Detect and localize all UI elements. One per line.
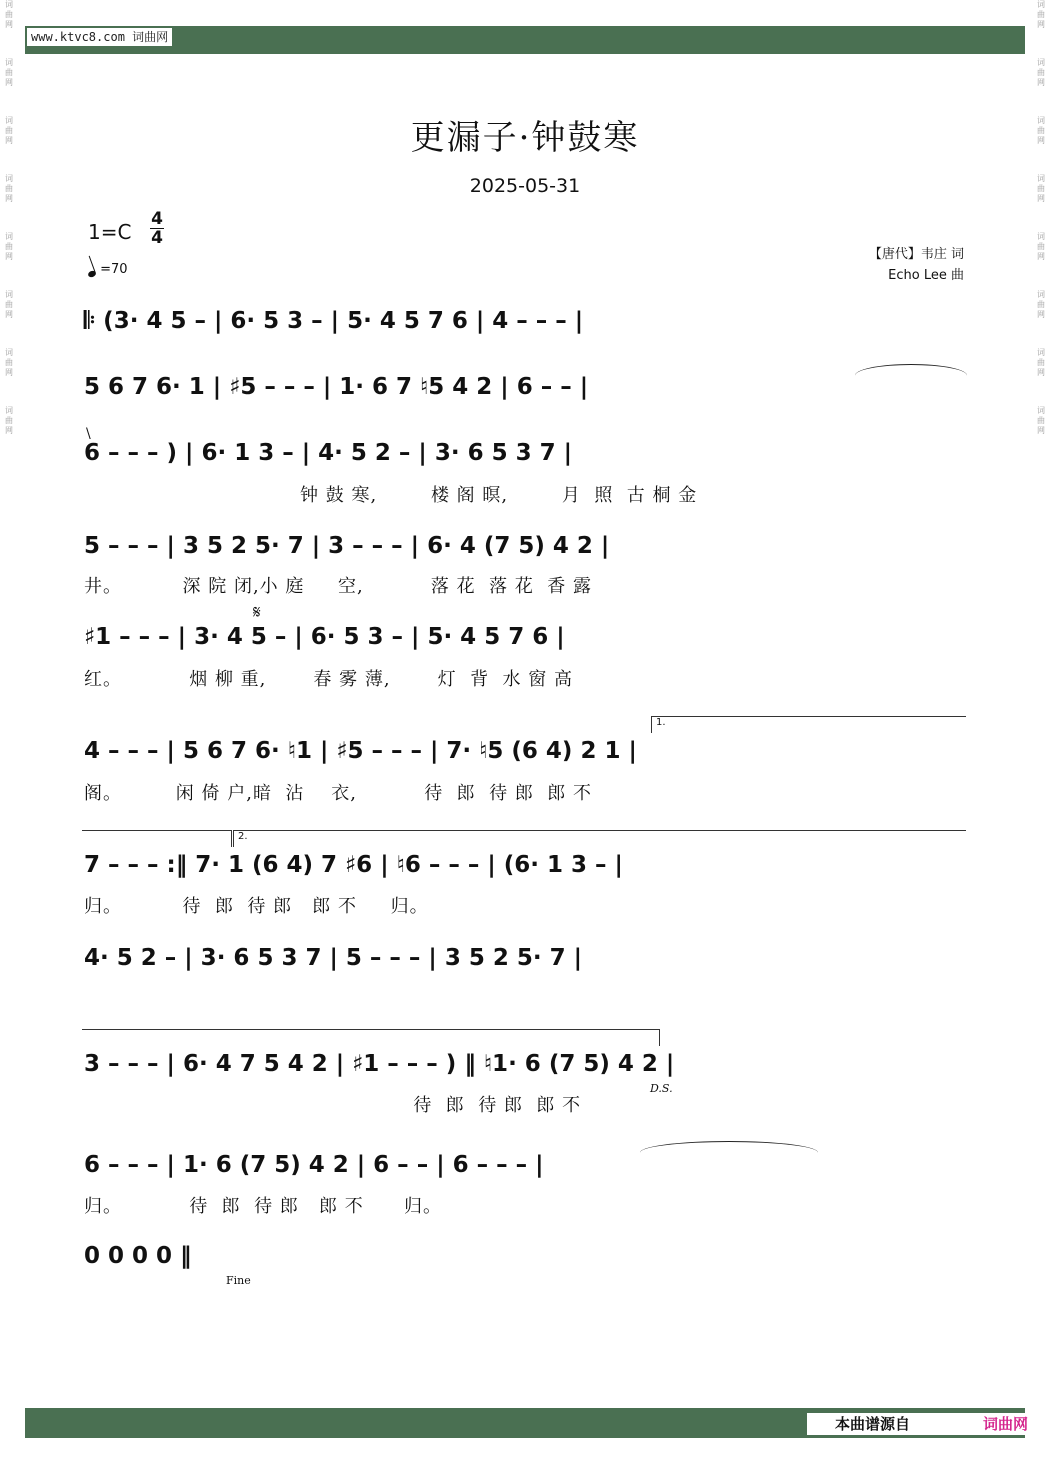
watermark-char: 词 (1037, 232, 1045, 241)
ds-marking: D.S. (650, 1082, 673, 1095)
tie-arc (855, 364, 967, 387)
watermark-char: 词 (5, 406, 13, 415)
watermark-char: 词 (5, 116, 13, 125)
watermark-char: 网 (1037, 20, 1045, 29)
watermark-char: 网 (1037, 252, 1045, 261)
quarter-note-icon (87, 270, 97, 278)
lyrics-row-4: 井。 深 院 闭,小 庭 空, 落 花 落 花 香 露 (84, 576, 592, 597)
volta-1-label: 1. (656, 717, 666, 728)
watermark-char: 词 (5, 232, 13, 241)
watermark-char: 曲 (1037, 126, 1045, 135)
watermark-char: 曲 (1037, 300, 1045, 309)
watermark-char: 曲 (5, 184, 13, 193)
footer-bar (25, 1408, 1029, 1438)
watermark-char: 词 (5, 174, 13, 183)
tempo-value: =70 (100, 262, 128, 277)
tempo-marking (88, 262, 128, 277)
key-signature: 1=C (88, 220, 132, 244)
watermark-char: 网 (5, 20, 13, 29)
score-row-1: 𝄆 (3· 4 5 – | 6· 5 3 – | 5· 4 5 7 6 | 4 – – – | (84, 308, 584, 334)
watermark-char: 曲 (5, 358, 13, 367)
source-site-link[interactable]: 词曲网 (983, 1415, 1029, 1433)
tie-arc-2 (640, 1141, 818, 1164)
watermark-char: 网 (5, 310, 13, 319)
watermark-char: 曲 (1037, 68, 1045, 77)
watermark-char: 网 (5, 368, 13, 377)
watermark-char: 曲 (1037, 358, 1045, 367)
watermark-char: 网 (1037, 368, 1045, 377)
source-label: 本曲谱源自 (835, 1415, 911, 1433)
volta-1 (651, 716, 966, 733)
watermark-char: 词 (1037, 290, 1045, 299)
score-row-5: ♯1 – – – | 3· 4 5 – | 6· 5 3 – | 5· 4 5 7 6 | (84, 624, 565, 650)
song-date: 2025-05-31 (469, 175, 581, 197)
segno-sign: 𝄋 (253, 602, 261, 623)
score-row-10: 6 – – – | 1· 6 (7 5) 4 2 | 6 – – | 6 – – – | (84, 1152, 544, 1178)
watermark-char: 词 (5, 348, 13, 357)
lyrics-row-6: 阁。 闲 倚 户,暗 沾 衣, 待 郎 待 郎 郎 不 (84, 783, 592, 804)
lyricist: 【唐代】韦庄 词 (868, 247, 964, 262)
watermark-char: 词 (1037, 58, 1045, 67)
watermark-char: 网 (5, 426, 13, 435)
lyrics-row-10: 归。 待 郎 待 郎 郎 不 归。 (84, 1196, 443, 1217)
score-row-11: 0 0 0 0 ‖ (84, 1243, 192, 1269)
watermark-char: 曲 (5, 242, 13, 251)
watermark-char: 词 (5, 58, 13, 67)
watermark-char: 曲 (5, 10, 13, 19)
watermark-char: 词 (5, 0, 13, 9)
watermark-char: 词 (1037, 116, 1045, 125)
watermark-char: 曲 (1037, 10, 1045, 19)
watermark-char: 曲 (5, 416, 13, 425)
credits (869, 244, 964, 286)
watermark-char: 词 (1037, 406, 1045, 415)
score-row-6: 4 – – – | 5 6 7 6· ♮1 | ♯5 – – – | 7· ♮5 (6 4) 2 1 | (84, 738, 637, 764)
watermark-char: 词 (1037, 174, 1045, 183)
score-row-9: 3 – – – | 6· 4 7 5 4 2 | ♯1 – – – ) ‖ ♮1· 6 (7 5) 4 2 | (84, 1051, 675, 1077)
watermark-char: 网 (1037, 78, 1045, 87)
song-title: 更漏子·钟鼓寒 (410, 118, 640, 158)
watermark-char: 网 (5, 252, 13, 261)
watermark-char: 网 (5, 78, 13, 87)
header-bar (25, 26, 1025, 54)
volta-2-label: 2. (238, 831, 248, 842)
time-signature-bottom: 4 (151, 228, 163, 248)
volta-2-continuation (82, 1029, 660, 1046)
score-row-3: 6 – – – ) | 6· 1 3 – | 4· 5 2 – | 3· 6 5 3 7 | (84, 440, 573, 466)
time-signature (150, 210, 164, 247)
watermark-char: 网 (1037, 310, 1045, 319)
watermark-char: 曲 (5, 300, 13, 309)
watermark-char: 曲 (1037, 184, 1045, 193)
source-credit (807, 1413, 1039, 1435)
breath-mark: \ (86, 426, 91, 442)
watermark-char: 网 (1037, 136, 1045, 145)
lyrics-row-9: 待 郎 待 郎 郎 不 (84, 1095, 582, 1116)
watermark-char: 词 (1037, 348, 1045, 357)
watermark-right (1034, 0, 1048, 1463)
lyrics-row-5: 红。 烟 柳 重, 春 雾 薄, 灯 背 水 窗 高 (84, 669, 573, 690)
watermark-char: 词 (5, 290, 13, 299)
watermark-char: 网 (5, 136, 13, 145)
score-row-7: 7 – – – :‖ 7· 1 (6 4) 7 ♯6 | ♮6 – – – | (6· 1 3 – | (84, 852, 623, 878)
watermark-char: 网 (5, 194, 13, 203)
score-row-2: 5 6 7 6· 1 | ♯5 – – – | 1· 6 7 ♮5 4 2 | 6 – – | (84, 374, 589, 400)
time-signature-top: 4 (151, 209, 163, 229)
composer: Echo Lee 曲 (888, 268, 964, 283)
watermark-char: 曲 (5, 126, 13, 135)
watermark-char: 网 (1037, 194, 1045, 203)
score-row-8: 4· 5 2 – | 3· 6 5 3 7 | 5 – – – | 3 5 2 5· 7 | (84, 945, 583, 971)
watermark-char: 曲 (1037, 416, 1045, 425)
volta-2 (233, 830, 966, 847)
lyrics-row-3: 钟 鼓 寒, 楼 阁 暝, 月 照 古 桐 金 (300, 485, 698, 506)
watermark-char: 曲 (5, 68, 13, 77)
lyrics-row-7: 归。 待 郎 待 郎 郎 不 归。 (84, 896, 429, 917)
watermark-char: 词 (1037, 0, 1045, 9)
volta-1-continuation (82, 830, 232, 847)
score-row-4: 5 – – – | 3 5 2 5· 7 | 3 – – – | 6· 4 (7 5) 4 2 | (84, 533, 610, 559)
watermark-char: 曲 (1037, 242, 1045, 251)
watermark-char: 网 (1037, 426, 1045, 435)
fine-marking: Fine (226, 1274, 251, 1287)
site-link[interactable]: www.ktvc8.com 词曲网 (27, 28, 172, 46)
watermark-left (2, 0, 16, 1463)
